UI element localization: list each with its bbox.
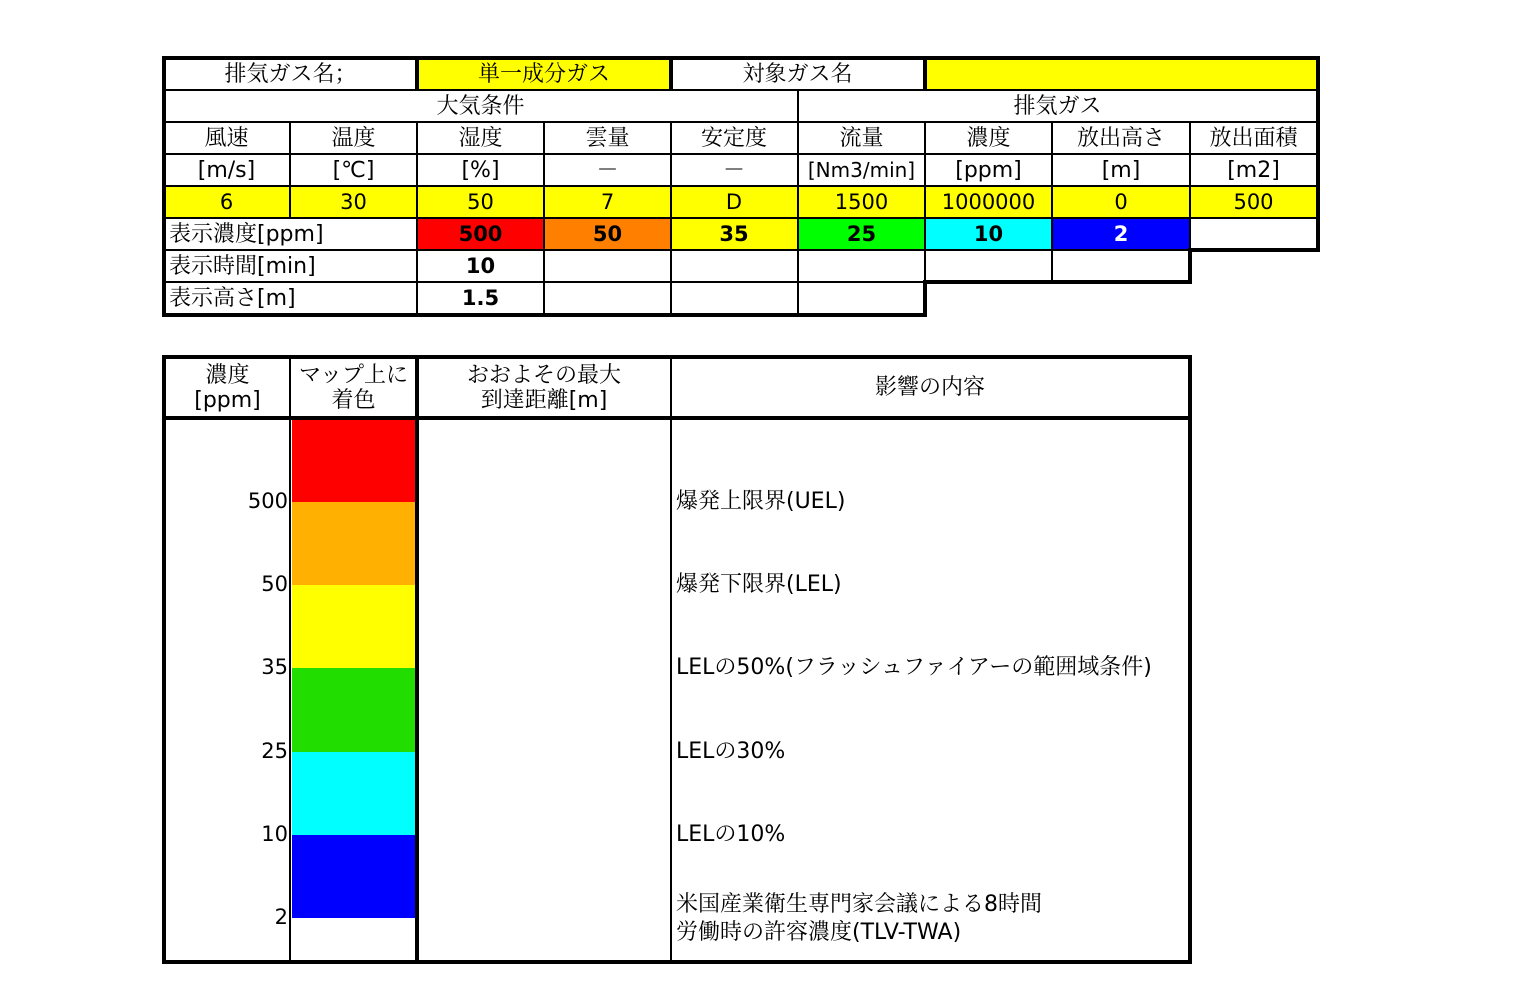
legend-conc-50: 50	[261, 572, 288, 596]
grid-line	[162, 56, 166, 317]
grid-line	[669, 56, 673, 91]
legend-effect-lel-50: LELの50%(フラッシュファイアーの範囲域条件)	[676, 655, 1152, 680]
param-name-humidity: 湿度	[458, 125, 503, 151]
grid-line	[162, 121, 1319, 123]
display-conc-level-4[interactable]: 25	[799, 219, 924, 250]
legend-color-bar-35	[292, 585, 415, 668]
grid-line	[162, 355, 166, 964]
exhaust-gas-name-value[interactable]: 単一成分ガス	[418, 59, 670, 90]
legend-header-concentration: 濃度 [ppm]	[194, 362, 261, 413]
grid-line	[162, 960, 1192, 964]
legend-conc-35: 35	[261, 655, 288, 679]
display-time-label: 表示時間[min]	[169, 253, 316, 279]
param-value-flow[interactable]: 1500	[799, 187, 924, 218]
legend-effect-lel: 爆発下限界(LEL)	[676, 572, 842, 597]
grid-line	[162, 56, 1319, 60]
legend-header-max-distance: おおよその最大 到達距離[m]	[466, 362, 621, 413]
display-height-label: 表示高さ[m]	[169, 285, 296, 311]
legend-effect-lel-30: LELの30%	[676, 739, 786, 764]
param-name-wind-speed: 風速	[204, 125, 249, 151]
target-gas-value[interactable]	[926, 59, 1316, 90]
param-unit-temperature: [℃]	[332, 157, 375, 183]
target-gas-label: 対象ガス名	[742, 61, 853, 87]
grid-line	[1188, 248, 1192, 284]
grid-line	[1316, 56, 1320, 252]
grid-line	[162, 355, 1192, 359]
param-unit-release-height: [m]	[1101, 157, 1141, 183]
exhaust-gas-name-label: 排気ガス名；	[224, 61, 357, 87]
grid-line	[162, 249, 1319, 251]
param-name-release-area: 放出面積	[1209, 125, 1298, 151]
param-unit-concentration: [ppm]	[955, 157, 1022, 183]
grid-line	[670, 121, 672, 317]
atmosphere-group-header: 大気条件	[436, 93, 525, 119]
display-conc-level-3[interactable]: 35	[671, 219, 797, 250]
grid-line	[162, 153, 1319, 155]
legend-conc-500: 500	[247, 489, 288, 513]
param-unit-stability: －	[722, 157, 745, 183]
param-value-humidity[interactable]: 50	[418, 187, 543, 218]
display-conc-level-5[interactable]: 10	[926, 219, 1051, 250]
grid-line	[415, 355, 419, 964]
grid-line	[415, 56, 419, 91]
legend-effect-uel: 爆発上限界(UEL)	[676, 489, 846, 514]
legend-effect-lel-10: LELの10%	[676, 822, 786, 847]
param-name-stability: 安定度	[700, 125, 767, 151]
display-time-value[interactable]: 10	[465, 254, 496, 279]
display-conc-level-1[interactable]: 500	[418, 219, 543, 250]
param-name-temperature: 温度	[331, 125, 376, 151]
grid-line	[162, 416, 1192, 420]
grid-line	[543, 121, 545, 317]
param-name-cloud: 雲量	[585, 125, 630, 151]
legend-color-bar-50	[292, 502, 415, 585]
legend-header-map-color: マップ上に 着色	[298, 362, 409, 413]
legend-color-bar-2	[292, 835, 415, 918]
legend-header-effect: 影響の内容	[874, 375, 985, 401]
param-unit-wind-speed: [m/s]	[197, 157, 256, 183]
display-conc-level-2[interactable]: 50	[545, 219, 670, 250]
param-name-release-height: 放出高さ	[1076, 125, 1165, 151]
param-unit-flow: [Nm3/min]	[807, 158, 916, 182]
param-value-stability[interactable]: D	[671, 187, 797, 218]
param-unit-humidity: [%]	[461, 157, 500, 183]
legend-color-bar-500	[292, 420, 415, 502]
grid-line	[924, 280, 1192, 284]
grid-line	[416, 121, 418, 317]
param-unit-cloud: －	[596, 157, 619, 183]
grid-line	[670, 355, 672, 964]
legend-color-bar-10	[292, 752, 415, 835]
grid-line	[289, 355, 291, 964]
grid-line	[1188, 355, 1192, 964]
param-value-temperature[interactable]: 30	[291, 187, 416, 218]
legend-conc-10: 10	[261, 822, 288, 846]
param-value-concentration[interactable]: 1000000	[926, 187, 1051, 218]
grid-line	[797, 89, 799, 317]
grid-line	[162, 185, 1319, 187]
display-height-value[interactable]: 1.5	[461, 286, 500, 311]
grid-line	[162, 89, 1319, 91]
grid-line	[162, 217, 1319, 219]
display-conc-level-6[interactable]: 2	[1053, 219, 1189, 250]
param-name-flow: 流量	[839, 125, 884, 151]
grid-line	[923, 56, 927, 91]
legend-conc-25: 25	[261, 739, 288, 763]
legend-conc-2: 2	[274, 905, 288, 929]
param-value-release-area[interactable]: 500	[1191, 187, 1316, 218]
param-name-concentration: 濃度	[966, 125, 1011, 151]
legend-effect-tlv-twa: 米国産業衛生専門家会議による8時間 労働時の許容濃度(TLV-TWA)	[676, 892, 1042, 945]
grid-line	[1189, 248, 1319, 252]
grid-line	[1051, 121, 1053, 283]
legend-color-bar-25	[292, 668, 415, 752]
param-value-wind-speed[interactable]: 6	[164, 187, 289, 218]
grid-line	[923, 280, 927, 317]
display-conc-label: 表示濃度[ppm]	[169, 221, 324, 247]
param-unit-release-area: [m2]	[1227, 157, 1280, 183]
param-value-release-height[interactable]: 0	[1053, 187, 1189, 218]
exhaust-group-header: 排気ガス	[1013, 93, 1102, 119]
grid-line	[289, 121, 291, 218]
param-value-cloud[interactable]: 7	[545, 187, 670, 218]
